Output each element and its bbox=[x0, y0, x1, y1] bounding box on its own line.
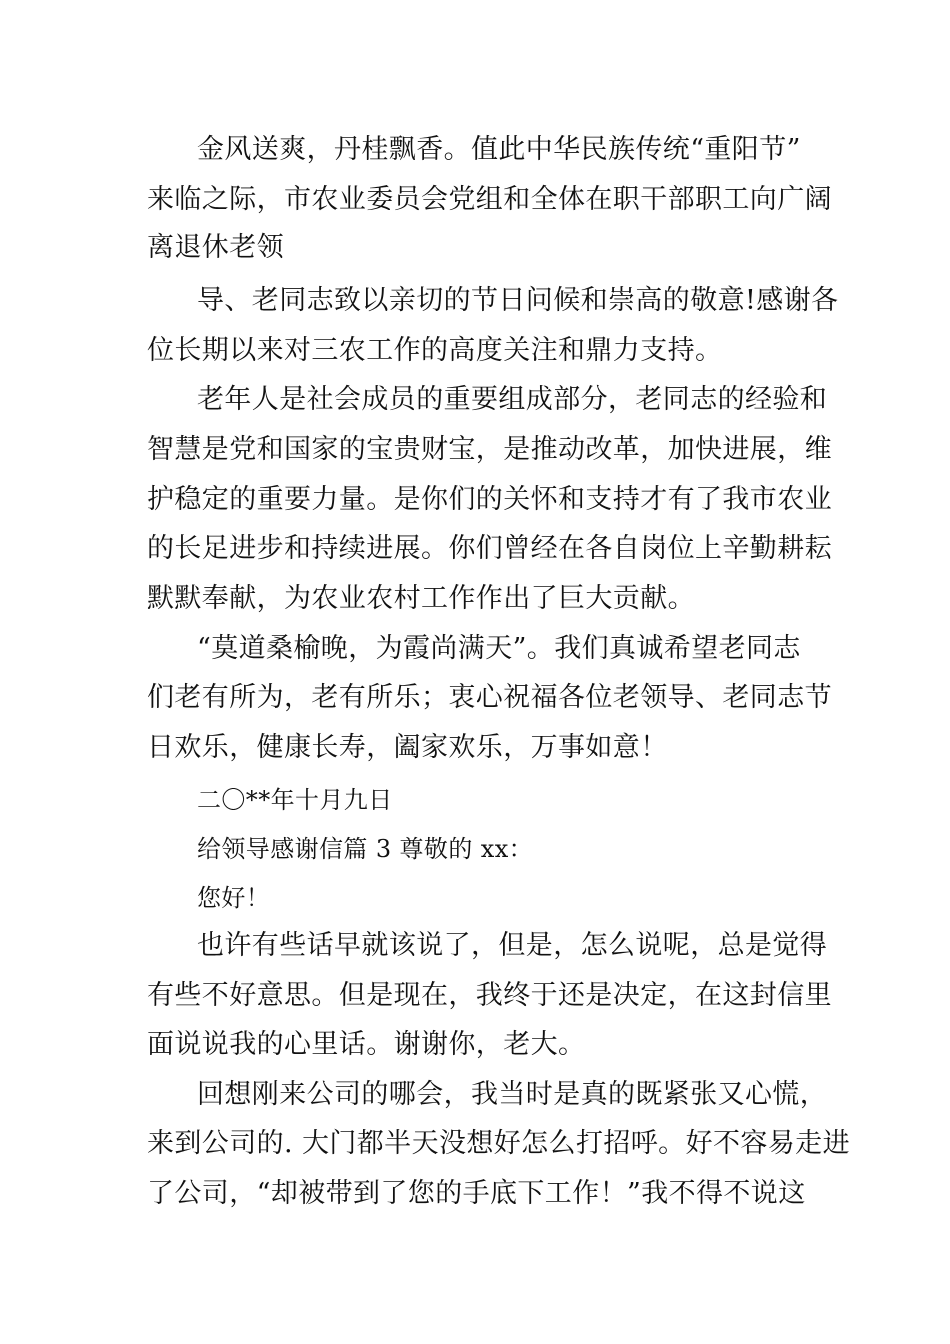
date-line: 二〇**年十月九日 bbox=[197, 786, 393, 814]
paragraph-6-line-2: 来到公司的. 大门都半天没想好怎么打招呼。好不容易走进 bbox=[147, 1128, 850, 1159]
greeting-line: 您好！ bbox=[197, 884, 271, 912]
paragraph-4-line-2: 们老有所为，老有所乐；衷心祝福各位老领导、老同志节 bbox=[147, 682, 832, 713]
paragraph-5-line-1: 也许有些话早就该说了，但是，怎么说呢，总是觉得 bbox=[197, 930, 828, 961]
paragraph-4-line-1: “莫道桑榆晚，为霞尚满天”。我们真诚希望老同志 bbox=[197, 633, 801, 664]
paragraph-3-line-5: 默默奉献，为农业农村工作作出了巨大贡献。 bbox=[147, 583, 695, 614]
paragraph-6-line-3: 了公司，“却被带到了您的手底下工作！”我不得不说这 bbox=[147, 1178, 806, 1209]
paragraph-1-line-3: 离退休老领 bbox=[147, 232, 284, 263]
paragraph-6-line-1: 回想刚来公司的哪会，我当时是真的既紧张又心慌， bbox=[197, 1079, 828, 1110]
letter-heading: 给领导感谢信篇 3 尊敬的 xx： bbox=[197, 835, 534, 863]
paragraph-1-line-1: 金风送爽，丹桂飘香。值此中华民族传统“重阳节” bbox=[197, 134, 801, 165]
paragraph-1-line-2: 来临之际，市农业委员会党组和全体在职干部职工向广阔 bbox=[147, 184, 832, 215]
paragraph-2-line-2: 位长期以来对三农工作的高度关注和鼎力支持。 bbox=[147, 335, 723, 366]
paragraph-5-line-2: 有些不好意思。但是现在，我终于还是决定，在这封信里 bbox=[147, 980, 832, 1011]
paragraph-2-line-1: 导、老同志致以亲切的节日问候和崇高的敬意!感谢各 bbox=[197, 285, 839, 316]
paragraph-3-line-1: 老年人是社会成员的重要组成部分，老同志的经验和 bbox=[197, 384, 828, 415]
paragraph-5-line-3: 面说说我的心里话。谢谢你，老大。 bbox=[147, 1029, 586, 1060]
paragraph-4-line-3: 日欢乐，健康长寿，阖家欢乐，万事如意！ bbox=[147, 732, 668, 763]
paragraph-3-line-2: 智慧是党和国家的宝贵财宝，是推动改革，加快进展，维 bbox=[147, 434, 832, 465]
paragraph-3-line-3: 护稳定的重要力量。是你们的关怀和支持才有了我市农业 bbox=[147, 484, 832, 515]
paragraph-3-line-4: 的长足进步和持续进展。你们曾经在各自岗位上辛勤耕耘 bbox=[147, 533, 832, 564]
